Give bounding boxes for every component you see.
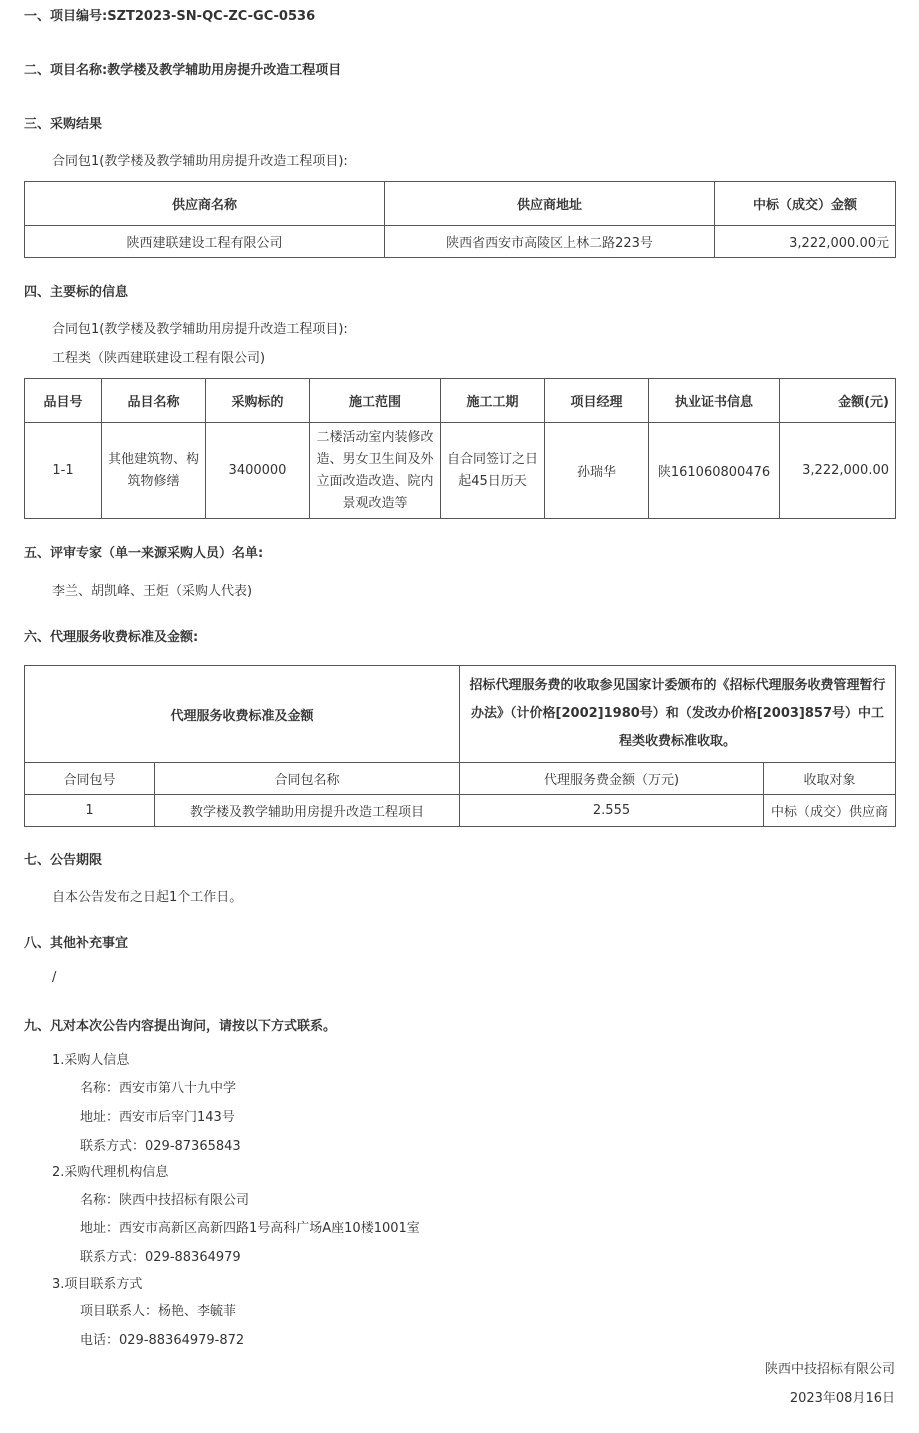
section-heading-contact: 九、凡对本次公告内容提出询问，请按以下方式联系。 <box>24 1019 337 1034</box>
agent-info-title: 2.采购代理机构信息 <box>52 1165 169 1180</box>
items-header-amount: 金额(元) <box>780 379 896 423</box>
fee-cell-payer: 中标（成交）供应商 <box>764 795 896 827</box>
results-header-amount: 中标（成交）金额 <box>715 182 896 226</box>
section-heading-items: 四、主要标的信息 <box>24 285 129 300</box>
table-row <box>25 423 896 519</box>
buyer-address: 地址：西安市后宰门143号 <box>80 1110 235 1125</box>
signature-organization: 陕西中技招标有限公司 <box>764 1362 895 1377</box>
results-package-label: 合同包1(教学楼及教学辅助用房提升改造工程项目): <box>52 154 348 169</box>
section-heading-results: 三、采购结果 <box>24 117 103 132</box>
items-cell-no: 1-1 <box>25 423 102 519</box>
project-contact-phone: 电话：029-88364979-872 <box>80 1333 245 1348</box>
agent-address: 地址：西安市高新区高新四路1号高科广场A座10楼1001室 <box>80 1221 420 1236</box>
results-cell-amount: 3,222,000.00元 <box>715 226 896 258</box>
items-header-name: 品目名称 <box>102 379 206 423</box>
project-name-label: 二、项目名称: <box>24 63 108 78</box>
experts-list: 李兰、胡凯峰、王炬（采购人代表) <box>52 584 253 599</box>
table-row <box>25 226 896 258</box>
results-cell-supplier: 陕西建联建设工程有限公司 <box>25 226 385 258</box>
project-number-label: 一、项目编号: <box>24 9 108 24</box>
results-header-row <box>25 182 896 226</box>
fee-table <box>24 665 896 827</box>
section-heading-other: 八、其他补充事宜 <box>24 936 129 951</box>
project-name-value: 教学楼及教学辅助用房提升改造工程项目 <box>107 63 342 78</box>
announcement-period-text: 自本公告发布之日起1个工作日。 <box>52 890 243 905</box>
items-cell-certificate: 陕161060800476 <box>649 423 780 519</box>
items-cell-scope: 二楼活动室内装修改造、男女卫生间及外立面改造改造、院内景观改造等 <box>310 423 441 519</box>
items-header-no: 品目号 <box>25 379 102 423</box>
fee-standard-row <box>25 666 896 763</box>
items-header-scope: 施工范围 <box>310 379 441 423</box>
items-package-label: 合同包1(教学楼及教学辅助用房提升改造工程项目): <box>52 322 348 337</box>
fee-header-amount: 代理服务费金额（万元) <box>460 763 764 795</box>
items-cell-name: 其他建筑物、构筑物修缮 <box>102 423 206 519</box>
results-header-address: 供应商地址 <box>385 182 715 226</box>
items-header-certificate: 执业证书信息 <box>649 379 780 423</box>
items-header-manager: 项目经理 <box>545 379 649 423</box>
fee-header-row <box>25 763 896 795</box>
items-cell-amount: 3,222,000.00 <box>780 423 896 519</box>
items-header-target: 采购标的 <box>206 379 310 423</box>
fee-cell-amount: 2.555 <box>460 795 764 827</box>
fee-header-package-name: 合同包名称 <box>155 763 460 795</box>
buyer-phone: 联系方式：029-87365843 <box>80 1139 241 1154</box>
items-cell-period: 自合同签订之日起45日历天 <box>441 423 545 519</box>
items-table <box>24 378 896 519</box>
project-contact-person: 项目联系人：杨艳、李毓菲 <box>80 1304 237 1319</box>
results-header-supplier: 供应商名称 <box>25 182 385 226</box>
section-heading-experts: 五、评审专家（单一来源采购人员）名单: <box>24 546 264 561</box>
project-name <box>24 59 341 78</box>
results-cell-address: 陕西省西安市高陵区上林二路223号 <box>385 226 715 258</box>
items-category-label: 工程类（陕西建联建设工程有限公司) <box>52 351 266 366</box>
agent-phone: 联系方式：029-88364979 <box>80 1250 241 1265</box>
project-number-value: SZT2023-SN-QC-ZC-GC-0536 <box>107 9 316 24</box>
section-heading-fee: 六、代理服务收费标准及金额: <box>24 630 199 645</box>
fee-header-payer: 收取对象 <box>764 763 896 795</box>
fee-header-package-no: 合同包号 <box>25 763 155 795</box>
buyer-name: 名称：西安市第八十九中学 <box>80 1081 237 1096</box>
buyer-info-title: 1.采购人信息 <box>52 1053 130 1068</box>
project-number <box>24 5 315 24</box>
fee-cell-package-no: 1 <box>25 795 155 827</box>
fee-standard-text: 招标代理服务费的收取参见国家计委颁布的《招标代理服务收费管理暂行办法》（计价格[2002]1980号）和（发改办价格[2003]857号）中工程类收费标准收取。 <box>460 666 896 763</box>
other-matters-text: / <box>52 970 57 985</box>
fee-standard-label: 代理服务收费标准及金额 <box>25 666 460 763</box>
agent-name: 名称：陕西中技招标有限公司 <box>80 1193 250 1208</box>
signature-date: 2023年08月16日 <box>789 1391 895 1406</box>
table-row <box>25 795 896 827</box>
items-cell-manager: 孙瑞华 <box>545 423 649 519</box>
section-heading-period: 七、公告期限 <box>24 853 103 868</box>
project-contact-title: 3.项目联系方式 <box>52 1277 143 1292</box>
fee-cell-package-name: 教学楼及教学辅助用房提升改造工程项目 <box>155 795 460 827</box>
items-header-period: 施工工期 <box>441 379 545 423</box>
items-cell-target: 3400000 <box>206 423 310 519</box>
results-table <box>24 181 896 258</box>
items-header-row <box>25 379 896 423</box>
